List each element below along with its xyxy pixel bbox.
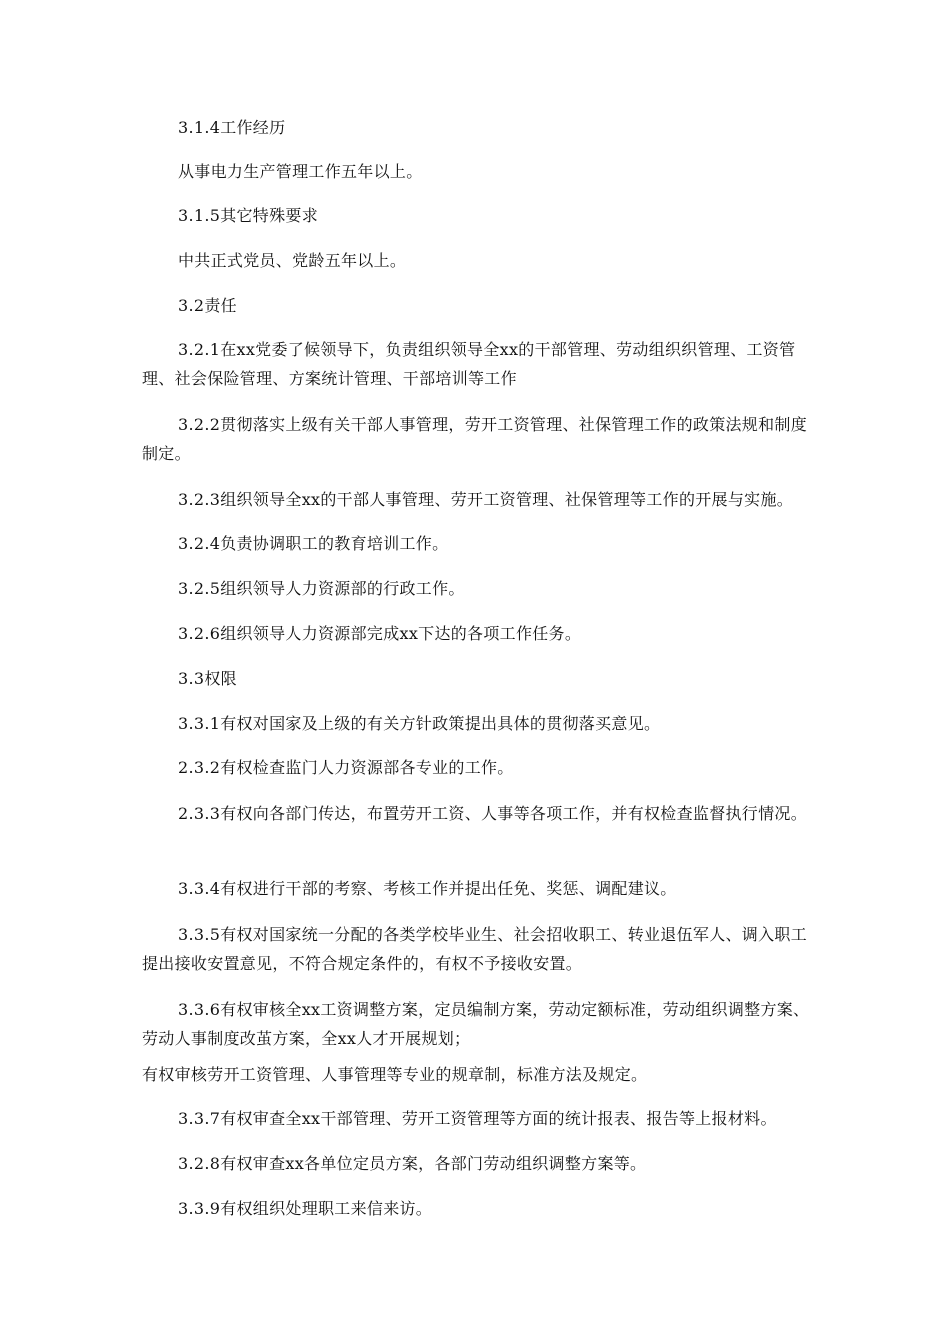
paragraph: 3.2.1在xx党委了候领导下，负责组织领导全xx的干部管理、劳动组织织管理、工资管理、社会保险管理、方案统计管理、干部培训等工作 <box>142 340 796 388</box>
paragraph: 从事电力生产管理工作五年以上。 <box>178 162 423 181</box>
paragraph: 2.3.2有权检查监门人力资源部各专业的工作。 <box>178 758 514 777</box>
paragraph: 3.2.6组织领导人力资源部完成xx下达的各项工作任务。 <box>178 624 582 643</box>
paragraph: 3.3.9有权组织处理职工来信来访。 <box>178 1199 433 1218</box>
paragraph: 3.2.2贯彻落实上级有关干部人事管理，劳开工资管理、社保管理工作的政策法规和制度制定。 <box>142 415 808 463</box>
section-heading: 3.2责任 <box>178 296 237 315</box>
paragraph: 3.3.4有权进行干部的考察、考核工作并提出任免、奖惩、调配建议。 <box>178 879 677 898</box>
paragraph: 3.2.3组织领导全xx的干部人事管理、劳开工资管理、社保管理等工作的开展与实施。 <box>178 490 794 509</box>
paragraph: 3.2.4负责协调职工的教育培训工作。 <box>178 534 449 553</box>
paragraph: 3.3.7有权审查全xx干部管理、劳开工资管理等方面的统计报表、报告等上报材料。 <box>178 1109 777 1128</box>
paragraph: 2.3.3有权向各部门传达，布置劳开工资、人事等各项工作，并有权检查监督执行情况。 <box>178 804 808 823</box>
section-heading: 3.1.4工作经历 <box>178 118 286 137</box>
section-heading: 3.3权限 <box>178 669 237 688</box>
paragraph: 3.3.6有权审核全xx工资调整方案，定员编制方案，劳动定额标准，劳动组织调整方案、劳动人事制度改茧方案，全xx人才开展规划； <box>142 1000 810 1048</box>
paragraph: 3.3.1有权对国家及上级的有关方针政策提出具体的贯彻落买意见。 <box>178 714 661 733</box>
paragraph: 3.2.8有权审查xx各单位定员方案，各部门劳动组织调整方案等。 <box>178 1154 647 1173</box>
paragraph: 3.3.5有权对国家统一分配的各类学校毕业生、社会招收职工、转业退伍军人、调入职工提出接收安置意见，不符合规定条件的，有权不予接收安置。 <box>142 925 808 973</box>
paragraph: 中共正式党员、党龄五年以上。 <box>178 251 407 270</box>
paragraph: 3.2.5组织领导人力资源部的行政工作。 <box>178 579 465 598</box>
section-heading: 3.1.5其它特殊要求 <box>178 206 319 225</box>
paragraph: 有权审核劳开工资管理、人事管理等专业的规章制，标准方法及规定。 <box>142 1065 648 1084</box>
